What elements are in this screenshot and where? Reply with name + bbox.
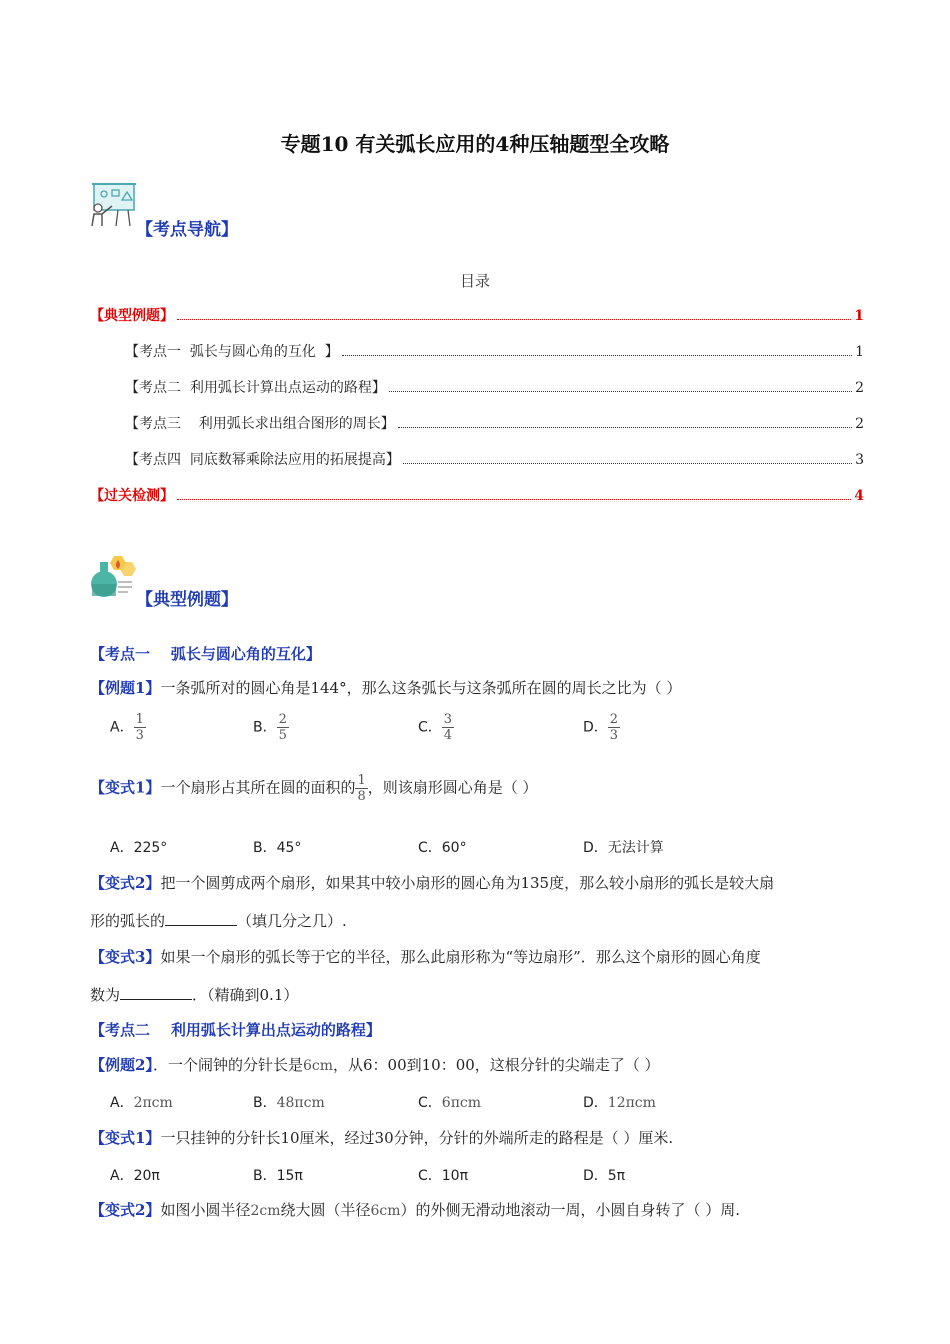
toc-row-kaodian-4[interactable]: 【考点四 同底数幂乘除法应用的拓展提高】 3 [125, 452, 864, 468]
toc-row-kaodian-2[interactable]: 【考点二 利用弧长计算出点运动的路程】 2 [125, 380, 864, 396]
question-variant-3: 【变式3】如果一个扇形的弧长等于它的半径，那么此扇形称为“等边扇形”．那么这个扇形的圆心角度 [90, 948, 761, 966]
toc-row-checks[interactable]: 【过关检测】 4 [90, 488, 864, 504]
toc-row-examples[interactable]: 【典型例题】 1 [90, 308, 864, 324]
toc-title: 目录 [459, 272, 490, 290]
q5-option-b[interactable]: B．48πcm [253, 1095, 325, 1111]
flask-icon [88, 552, 138, 602]
q6-option-d[interactable]: D．5π [583, 1168, 626, 1184]
question-example-2: 【例题2】．一个闹钟的分针长是6cm，从6：00到10：00，这根分针的尖端走了（ ） [90, 1056, 660, 1074]
toc-row-kaodian-1[interactable]: 【考点一 弧长与圆心角的互化 】 1 [125, 344, 864, 360]
q6-option-b[interactable]: B．15π [253, 1168, 303, 1184]
teacher-board-icon [88, 180, 138, 230]
question-variant-2b: 【变式2】如图小圆半径2cm绕大圆（半径6cm）的外侧无滑动地滚动一周，小圆自身转了（ ）周. [90, 1201, 741, 1219]
kaodian-2-heading: 【考点二 利用弧长计算出点运动的路程】 [90, 1021, 381, 1039]
q5-option-d[interactable]: D．12πcm [583, 1095, 656, 1111]
q1-option-a[interactable]: A． $\frac{1}{3}$ [110, 712, 144, 743]
answer-blank[interactable] [165, 925, 237, 926]
question-example-1: 【例题1】一条弧所对的圆心角是144°，那么这条弧长与这条弧所在圆的周长之比为（ ） [90, 679, 682, 697]
question-variant-1b: 【变式1】一只挂钟的分针长10厘米，经过30分钟，分针的外端所走的路程是（ ）厘米. [90, 1129, 674, 1147]
q2-option-b[interactable]: B．45° [253, 840, 302, 856]
q5-option-a[interactable]: A．2πcm [110, 1095, 173, 1111]
q1-option-b[interactable]: B． $\frac{2}{5}$ [253, 712, 287, 743]
q6-option-a[interactable]: A．20π [110, 1168, 160, 1184]
question-variant-3-cont: 数为 ．（精确到0.1） [90, 986, 299, 1004]
q5-option-c[interactable]: C．6πcm [418, 1095, 482, 1111]
question-variant-1a: 【变式1】一个扇形占其所在圆的面积的 $\frac{1}{8}$ ，则该扇形圆心角是（ ） [90, 773, 538, 804]
question-variant-2a: 【变式2】把一个圆剪成两个扇形，如果其中较小扇形的圆心角为135度，那么较小扇形的弧长是较大扇 [90, 874, 775, 892]
toc-row-kaodian-3[interactable]: 【考点三 利用弧长求出组合图形的周长】 2 [125, 416, 864, 432]
q2-option-c[interactable]: C．60° [418, 840, 467, 856]
q6-option-c[interactable]: C．10π [418, 1168, 469, 1184]
q2-option-a[interactable]: A．225° [110, 840, 168, 856]
q1-option-d[interactable]: D． $\frac{2}{3}$ [583, 712, 619, 743]
answer-blank[interactable] [120, 999, 192, 1000]
question-variant-2a-cont: 形的弧长的 （填几分之几）. [90, 912, 347, 930]
examples-header: 【典型例题】 [136, 590, 238, 610]
kaodian-1-heading: 【考点一 弧长与圆心角的互化】 [90, 645, 321, 663]
q2-option-d[interactable]: D．无法计算 [583, 840, 664, 856]
q1-option-c[interactable]: C． $\frac{3}{4}$ [418, 712, 453, 743]
page-title: 专题10 有关弧长应用的4种压轴题型全攻略 [280, 132, 670, 156]
nav-header: 【考点导航】 [136, 220, 238, 240]
